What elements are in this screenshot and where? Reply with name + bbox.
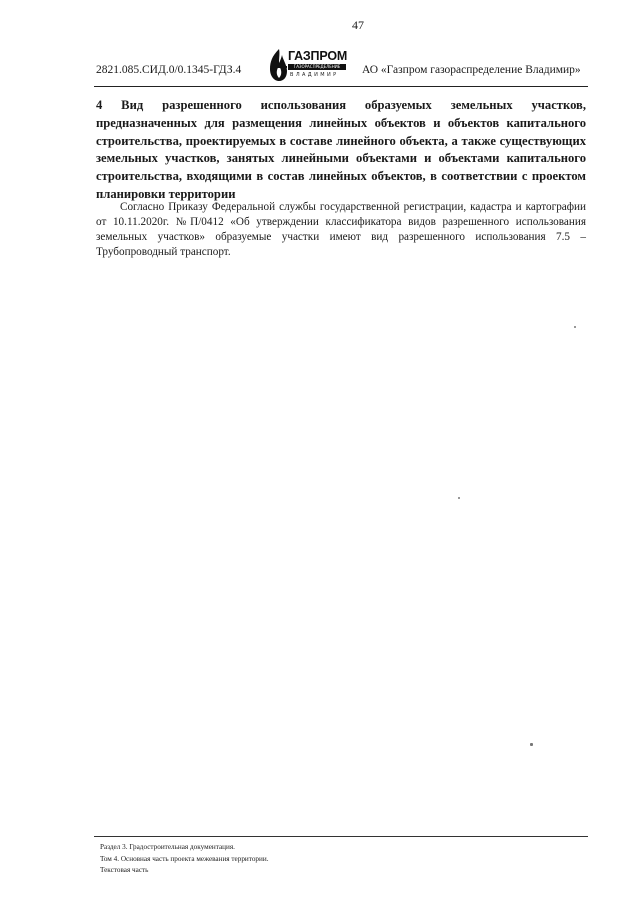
scan-speck	[574, 326, 576, 328]
header-divider	[94, 86, 588, 87]
gazprom-subline: ГАЗОРАСПРЕДЕЛЕНИЕ	[288, 64, 346, 70]
section-heading: 4 Вид разрешенного использования образуемых земельных участков, предназначенных для размещения линейных объектов и объектов капитального строительства, проектируемых в составе линейного объекта, а также существующих земельных участков, занятых линейными объектами и объектами капитального строительства, входящими в состав линейных объектов, в соответствии с проектом планировки территории	[96, 98, 586, 201]
body-paragraph: Согласно Приказу Федеральной службы государственной регистрации, кадастра и картографии от 10.11.2020г. №П/0412 «Об утверждении классификатора видов разрешенного использования земельных участков» образуемые участки имеют вид разрешенного использования 7.5 – Трубопроводный транспорт.	[96, 201, 586, 258]
scan-speck	[530, 743, 533, 746]
footer-volume-line: Том 4. Основная часть проекта межевания территории.	[100, 854, 269, 863]
document-code: 2821.085.СИД.0/0.1345-ГДЗ.4	[96, 64, 242, 76]
footer-section-line: Раздел 3. Градостроительная документация.	[100, 843, 235, 851]
footer-stamp	[100, 842, 269, 877]
footer-part-line: Текстовая часть	[100, 866, 149, 874]
page-number: 47	[352, 18, 364, 32]
gazprom-wordmark: ГАЗПРОМ	[288, 49, 348, 63]
footer-divider	[94, 836, 588, 837]
scan-speck	[458, 497, 460, 499]
gazprom-flame-icon	[268, 48, 288, 82]
organization-name: АО «Газпром газораспределение Владимир»	[362, 64, 581, 76]
document-header	[92, 48, 592, 82]
gazprom-logo	[268, 48, 354, 82]
gazprom-city: ВЛАДИМИР	[290, 72, 339, 78]
